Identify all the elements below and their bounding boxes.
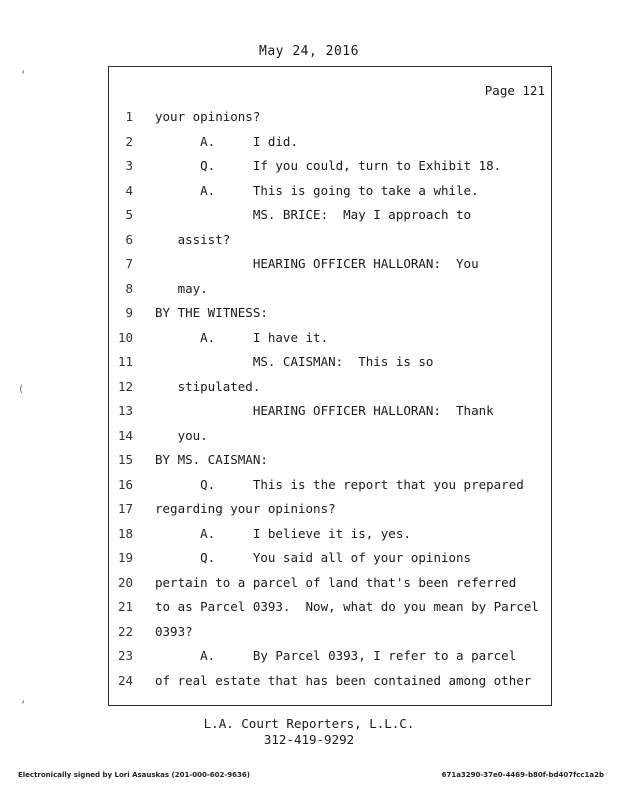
transcript-frame [108, 66, 552, 706]
line-number: 9 [125, 305, 133, 320]
line-text: A. I did. [155, 133, 298, 149]
line-number: 4 [125, 182, 133, 198]
line-number: 12 [117, 378, 133, 394]
transcript-line [109, 497, 549, 521]
line-number: 20 [117, 574, 133, 590]
line-text: Q. You said all of your opinions [155, 550, 472, 565]
line-number: 19 [117, 550, 133, 565]
date-header: May 24, 2016 [259, 44, 359, 59]
line-number: 21 [117, 599, 133, 614]
line-number: 7 [125, 256, 133, 271]
transcript-line [109, 228, 549, 252]
line-number: 18 [117, 525, 133, 541]
transcript-line [109, 350, 549, 374]
transcript-line [109, 179, 549, 203]
scan-artifact-mark: ‘ [20, 700, 27, 711]
line-text: your opinions? [155, 109, 261, 124]
line-number: 10 [117, 329, 133, 345]
court-reporter-name: L.A. Court Reporters, L.L.C. [203, 716, 415, 731]
line-text: to as Parcel 0393. Now, what do you mean by Parcel [155, 599, 539, 614]
transcript-line [109, 203, 549, 227]
scan-artifact-mark: ‘ [20, 70, 27, 81]
line-text: assist? [155, 231, 231, 247]
line-text: BY MS. CAISMAN: [155, 452, 268, 467]
line-number: 24 [117, 672, 133, 688]
transcript-line [109, 620, 549, 644]
line-text: A. This is going to take a while. [155, 182, 479, 198]
transcript-line [109, 473, 549, 497]
line-text: Q. If you could, turn to Exhibit 18. [155, 158, 502, 173]
transcript-line [109, 448, 549, 472]
transcript-line [109, 252, 549, 276]
transcript-line [109, 375, 549, 399]
line-number: 6 [125, 231, 133, 247]
line-number: 8 [125, 280, 133, 296]
line-text: MS. CAISMAN: This is so [155, 354, 434, 369]
document-id: 671a3290-37e0-4469-b80f-bd407fcc1a2b [441, 771, 604, 779]
line-text: Q. This is the report that you prepared [155, 476, 524, 492]
line-text: of real estate that has been contained among other [155, 672, 532, 688]
line-number: 2 [125, 133, 133, 149]
line-text: may. [155, 280, 208, 296]
transcript-line [109, 301, 549, 325]
line-text: regarding your opinions? [155, 501, 336, 516]
line-text: you. [155, 427, 208, 443]
transcript-line [109, 130, 549, 154]
line-number: 11 [117, 354, 133, 369]
line-text: HEARING OFFICER HALLORAN: Thank [155, 403, 494, 418]
court-reporter-phone: 312-419-9292 [263, 732, 355, 747]
line-number: 17 [117, 501, 133, 516]
line-text: MS. BRICE: May I approach to [155, 207, 472, 222]
page-number: Page 121 [484, 83, 545, 98]
line-text: A. I believe it is, yes. [155, 525, 411, 541]
electronic-signature-note: Electronically signed by Lori Asauskas (201-000-602-9636) [18, 771, 250, 779]
transcript-line [109, 424, 549, 448]
line-number: 14 [117, 427, 133, 443]
line-text: BY THE WITNESS: [155, 305, 268, 320]
line-number: 15 [117, 452, 133, 467]
line-number: 23 [117, 648, 133, 663]
transcript-line [109, 277, 549, 301]
line-number: 22 [117, 623, 133, 639]
transcript-line [109, 571, 549, 595]
line-number: 13 [117, 403, 133, 418]
transcript-line [109, 644, 549, 668]
transcript-line [109, 522, 549, 546]
scan-artifact-mark: ( [18, 384, 25, 395]
transcript-line [109, 326, 549, 350]
line-text: HEARING OFFICER HALLORAN: You [155, 256, 479, 271]
line-number: 1 [125, 109, 133, 124]
line-text: 0393? [155, 623, 193, 639]
transcript-line [109, 669, 549, 693]
transcript-line [109, 399, 549, 423]
transcript-line [109, 105, 549, 129]
line-text: stipulated. [155, 378, 261, 394]
line-number: 5 [125, 207, 133, 222]
line-text: A. By Parcel 0393, I refer to a parcel [155, 648, 517, 663]
line-number: 3 [125, 158, 133, 173]
line-text: A. I have it. [155, 329, 329, 345]
line-number: 16 [117, 476, 133, 492]
line-text: pertain to a parcel of land that's been referred [155, 574, 517, 590]
transcript-line [109, 546, 549, 570]
transcript-line [109, 595, 549, 619]
transcript-line [109, 154, 549, 178]
